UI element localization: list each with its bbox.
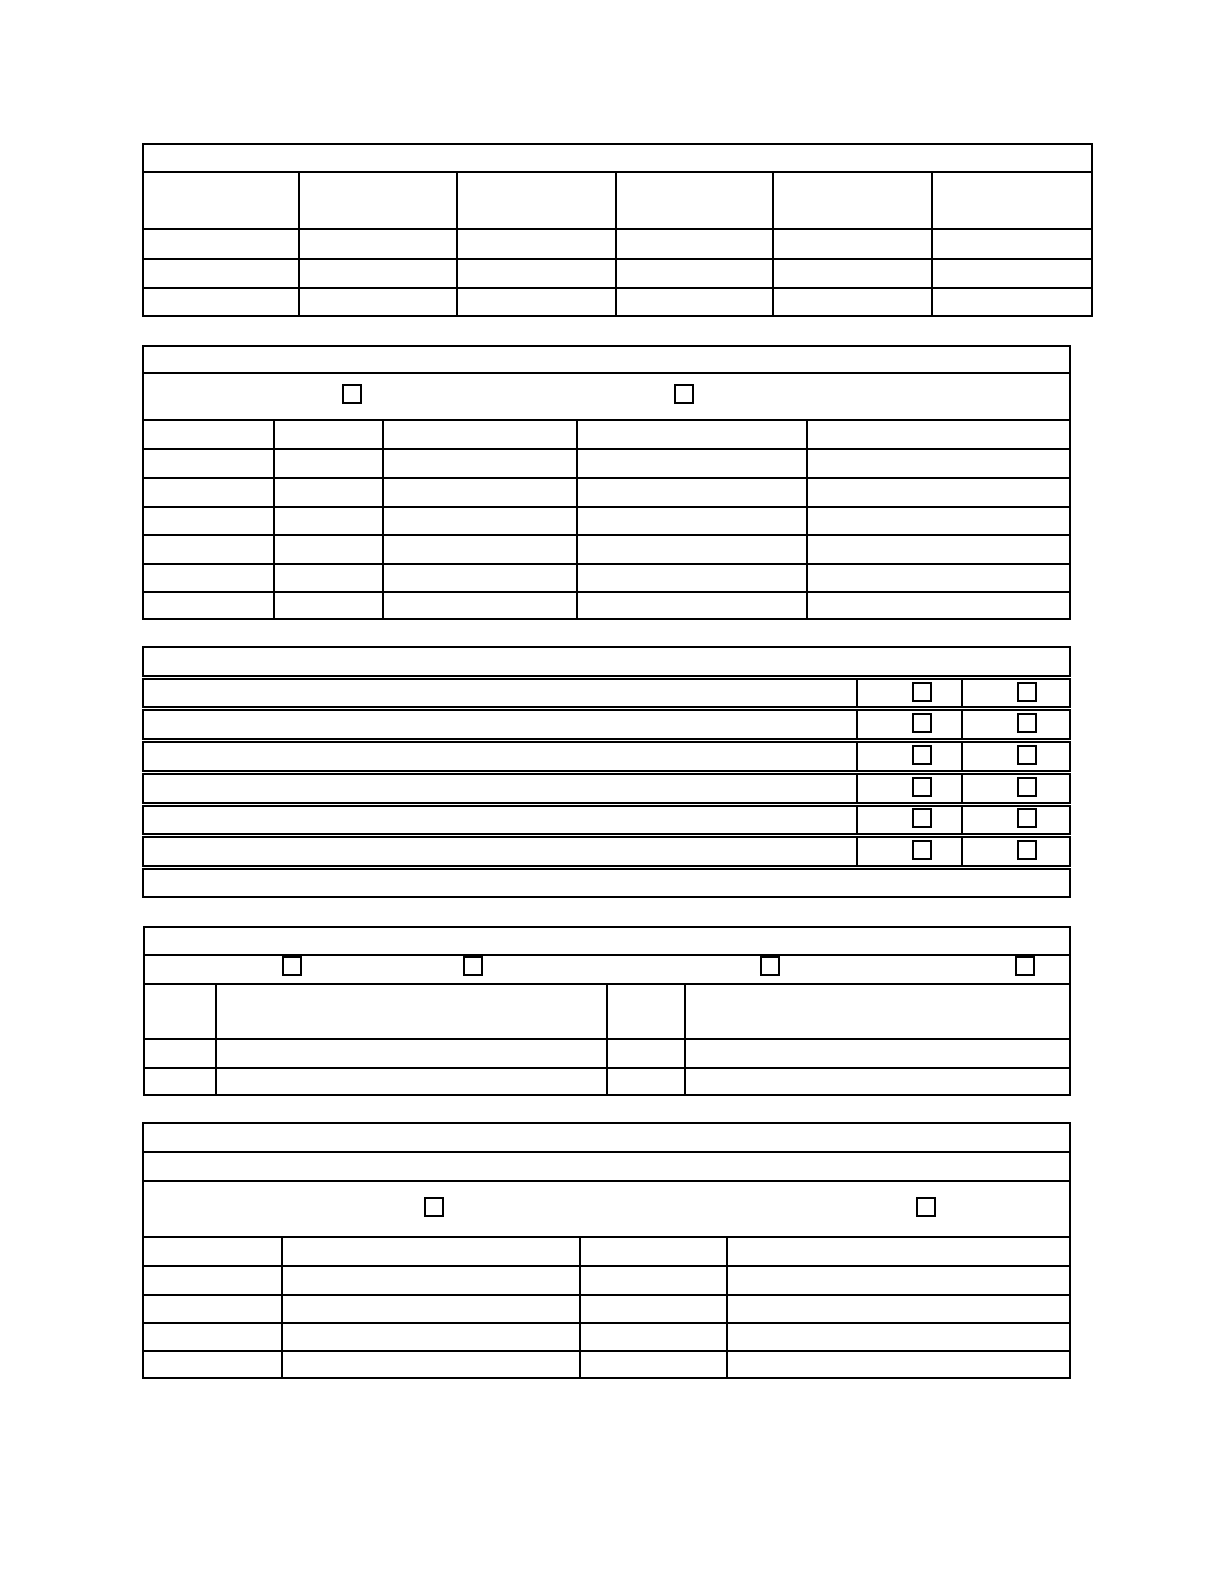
section-4-row-1 — [145, 1040, 1069, 1067]
section-3-question-1-no-checkbox[interactable] — [1017, 682, 1037, 702]
section-5-row-3 — [144, 1296, 1069, 1322]
section-2-option-1-checkbox[interactable] — [342, 384, 362, 404]
section-4-row-2 — [145, 1069, 1069, 1094]
section-1-row-2 — [144, 260, 1091, 287]
section-5-option-1-checkbox[interactable] — [424, 1197, 444, 1217]
section-4-option-2-checkbox[interactable] — [463, 956, 483, 976]
section-5-row-1 — [144, 1238, 1069, 1265]
section-2-option-2-checkbox[interactable] — [674, 384, 694, 404]
section-2-row-6 — [144, 565, 1069, 591]
section-5-row-5 — [144, 1352, 1069, 1377]
section-3-question-3-yes-checkbox[interactable] — [912, 745, 932, 765]
section-1-row-1 — [144, 230, 1091, 258]
section-3-question-1-yes-checkbox[interactable] — [912, 682, 932, 702]
section-3-question-5-yes-checkbox[interactable] — [912, 808, 932, 828]
section-3-question-4-yes-checkbox[interactable] — [912, 777, 932, 797]
section-2-row-4 — [144, 508, 1069, 534]
section-3-question-2-no-checkbox[interactable] — [1017, 713, 1037, 733]
section-1-row-3 — [144, 289, 1091, 315]
section-5-row-2 — [144, 1267, 1069, 1294]
section-2-row-3 — [144, 479, 1069, 506]
section-2-row-1 — [144, 421, 1069, 448]
section-5-row-4 — [144, 1324, 1069, 1350]
section-3-question-4-no-checkbox[interactable] — [1017, 777, 1037, 797]
section-4-option-3-checkbox[interactable] — [760, 956, 780, 976]
section-3-question-5-no-checkbox[interactable] — [1017, 808, 1037, 828]
section-5-option-2-checkbox[interactable] — [916, 1197, 936, 1217]
section-2-row-7 — [144, 593, 1069, 618]
section-4-option-1-checkbox[interactable] — [282, 956, 302, 976]
section-3-question-6-no-checkbox[interactable] — [1017, 840, 1037, 860]
section-4-option-4-checkbox[interactable] — [1015, 956, 1035, 976]
section-3-question-3-no-checkbox[interactable] — [1017, 745, 1037, 765]
section-3-question-6-yes-checkbox[interactable] — [912, 840, 932, 860]
section-2-row-2 — [144, 450, 1069, 477]
section-2-row-5 — [144, 536, 1069, 563]
section-3-question-2-yes-checkbox[interactable] — [912, 713, 932, 733]
